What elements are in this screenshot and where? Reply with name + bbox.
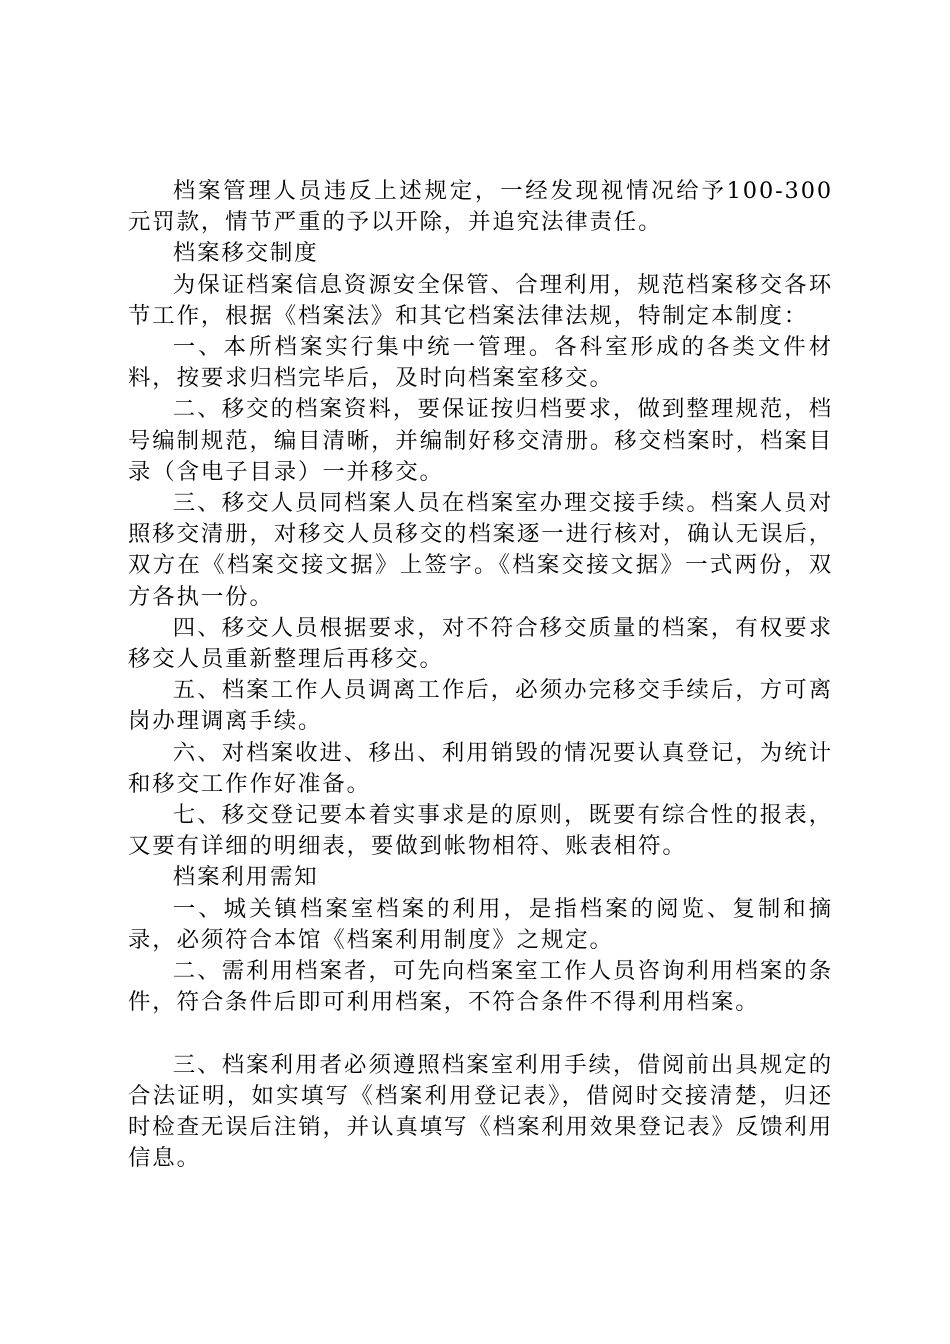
paragraph-usage-item-2: 二、需利用档案者，可先向档案室工作人员咨询利用档案的条件，符合条件后即可利用档案，不符合条件不得利用档案。 [128,958,833,1016]
paragraph-transfer-item-5: 五、档案工作人员调离工作后，必须办完移交手续后，方可离岗办理调离手续。 [128,677,833,735]
paragraph-transfer-item-7: 七、移交登记要本着实事求是的原则，既要有综合性的报表，又要有详细的明细表，要做到帐物相符、账表相符。 [128,802,833,860]
heading-transfer-system: 档案移交制度 [172,240,319,267]
document-body [128,176,833,1174]
paragraph-transfer-item-2: 二、移交的档案资料，要保证按归档要求，做到整理规范，档号编制规范，编目清晰，并编制好移交清册。移交档案时，档案目录（含电子目录）一并移交。 [128,396,833,485]
paragraph-penalty: 档案管理人员违反上述规定，一经发现视情况给予100-300元罚款，情节严重的予以开除，并追究法律责任。 [128,178,833,236]
paragraph-transfer-item-6: 六、对档案收进、移出、利用销毁的情况要认真登记，为统计和移交工作作好准备。 [128,739,833,797]
paragraph-transfer-item-3: 三、移交人员同档案人员在档案室办理交接手续。档案人员对照移交清册，对移交人员移交的档案逐一进行核对，确认无误后，双方在《档案交接文据》上签字。《档案交接文据》一式两份，双方各执一份。 [128,490,833,610]
paragraph-usage-item-1: 一、城关镇档案室档案的利用，是指档案的阅览、复制和摘录，必须符合本馆《档案利用制度》之规定。 [128,895,833,953]
paragraph-usage-item-3: 三、档案利用者必须遵照档案室利用手续，借阅前出具规定的合法证明，如实填写《档案利用登记表》，借阅时交接清楚，归还时检查无误后注销，并认真填写《档案利用效果登记表》反馈利用信息。 [128,1051,833,1172]
paragraph-transfer-item-1: 一、本所档案实行集中统一管理。各科室形成的各类文件材料，按要求归档完毕后，及时向档案室移交。 [128,334,833,392]
paragraph-transfer-intro: 为保证档案信息资源安全保管、合理利用，规范档案移交各环节工作，根据《档案法》和其它档案法律法规，特制定本制度： [128,271,833,329]
heading-usage-notice: 档案利用需知 [172,864,319,891]
paragraph-transfer-item-4: 四、移交人员根据要求，对不符合移交质量的档案，有权要求移交人员重新整理后再移交。 [128,614,833,673]
